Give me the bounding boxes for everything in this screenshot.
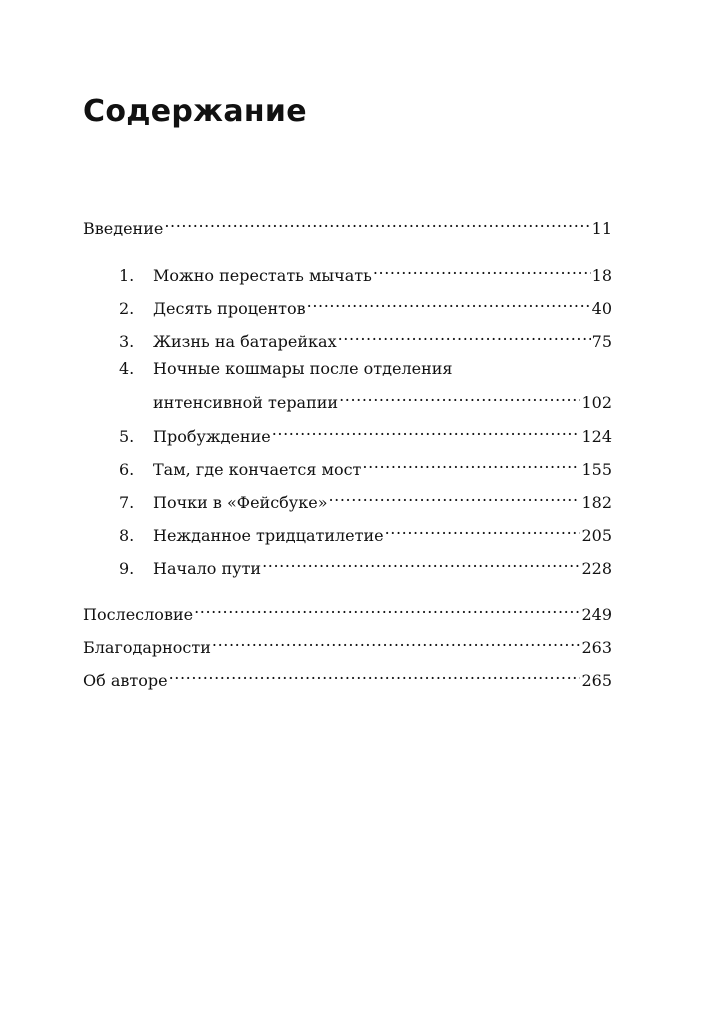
toc-entry-about-author[interactable] bbox=[83, 662, 612, 693]
toc-entry-chapter-2[interactable] bbox=[83, 290, 612, 321]
toc-entry-title: Десять процентов bbox=[153, 299, 306, 318]
toc-entry-title: Послесловие bbox=[83, 605, 194, 624]
toc-entry-title-line-1: Ночные кошмары после отделения bbox=[153, 359, 453, 378]
toc-entry-title: Можно перестать мычать bbox=[153, 266, 372, 285]
toc-entry-page: 205 bbox=[581, 526, 612, 545]
toc-entry-title: Пробуждение bbox=[153, 427, 271, 446]
toc-entry-page: 75 bbox=[591, 332, 612, 351]
chapter-number: 9. bbox=[119, 559, 135, 578]
toc-entry-afterword[interactable] bbox=[83, 596, 612, 627]
chapter-number: 5. bbox=[119, 427, 135, 446]
chapter-number: 4. bbox=[119, 359, 135, 378]
toc-entry-page: 102 bbox=[581, 393, 612, 412]
toc-entry-page: 155 bbox=[581, 460, 612, 479]
toc-entry-chapter-3[interactable] bbox=[83, 323, 612, 354]
toc-entry-line-2 bbox=[153, 384, 612, 415]
dot-leader bbox=[339, 384, 580, 408]
toc-entry-page: 18 bbox=[591, 266, 612, 285]
toc-entry-chapter-5[interactable] bbox=[83, 418, 612, 449]
toc-entry-title: Почки в «Фейсбуке» bbox=[153, 493, 328, 512]
page-title: Содержание bbox=[83, 94, 307, 129]
toc-entry-page: 11 bbox=[591, 219, 612, 238]
dot-leader bbox=[262, 550, 580, 574]
dot-leader bbox=[194, 596, 580, 620]
dot-leader bbox=[338, 323, 591, 347]
dot-leader bbox=[212, 629, 581, 653]
toc-entry-title: Жизнь на батарейках bbox=[153, 332, 337, 351]
chapter-number: 1. bbox=[119, 266, 135, 285]
chapter-number: 3. bbox=[119, 332, 135, 351]
toc-entry-page: 182 bbox=[581, 493, 612, 512]
dot-leader bbox=[169, 662, 581, 686]
toc-entry-title: Нежданное тридцатилетие bbox=[153, 526, 384, 545]
dot-leader bbox=[385, 517, 581, 541]
toc-entry-title: Начало пути bbox=[153, 559, 262, 578]
dot-leader bbox=[362, 451, 580, 475]
toc-entry-acknowledgments[interactable] bbox=[83, 629, 612, 660]
chapter-number: 6. bbox=[119, 460, 135, 479]
toc-entry-page: 228 bbox=[581, 559, 612, 578]
table-of-contents bbox=[83, 0, 612, 1034]
dot-leader bbox=[307, 290, 591, 314]
toc-entry-intro[interactable] bbox=[83, 210, 612, 241]
toc-entry-title: Введение bbox=[83, 219, 164, 238]
toc-entry-title-line-2: интенсивной терапии bbox=[153, 393, 339, 412]
toc-entry-page: 263 bbox=[581, 638, 612, 657]
toc-entry-title: Там, где кончается мост bbox=[153, 460, 362, 479]
toc-entry-chapter-9[interactable] bbox=[83, 550, 612, 581]
dot-leader bbox=[164, 210, 590, 234]
toc-entry-chapter-7[interactable] bbox=[83, 484, 612, 515]
toc-entry-chapter-6[interactable] bbox=[83, 451, 612, 482]
toc-entry-chapter-1[interactable] bbox=[83, 257, 612, 288]
chapter-number: 2. bbox=[119, 299, 135, 318]
toc-entry-page: 40 bbox=[591, 299, 612, 318]
toc-entry-page: 124 bbox=[581, 427, 612, 446]
dot-leader bbox=[373, 257, 591, 281]
toc-entry-chapter-8[interactable] bbox=[83, 517, 612, 548]
toc-entry-page: 249 bbox=[581, 605, 612, 624]
toc-entry-title: Благодарности bbox=[83, 638, 211, 657]
dot-leader bbox=[272, 418, 581, 442]
toc-entry-page: 265 bbox=[581, 671, 612, 690]
toc-entry-title: Об авторе bbox=[83, 671, 168, 690]
chapter-number: 7. bbox=[119, 493, 135, 512]
chapter-number: 8. bbox=[119, 526, 135, 545]
dot-leader bbox=[328, 484, 580, 508]
